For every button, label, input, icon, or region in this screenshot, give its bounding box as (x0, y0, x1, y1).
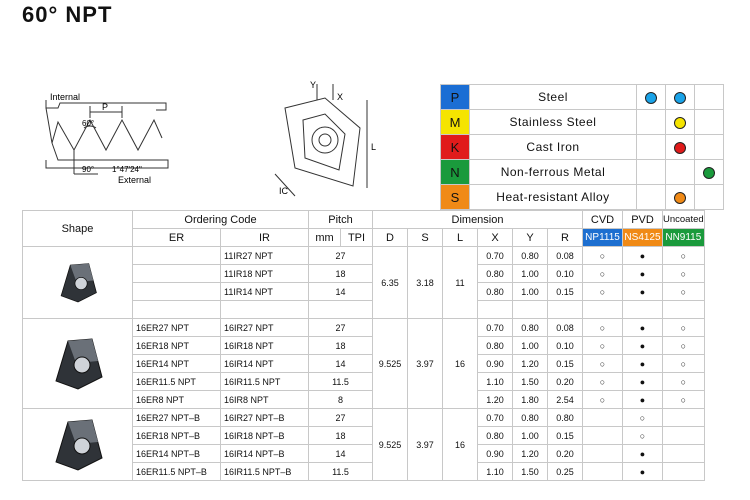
l-header: L (443, 229, 478, 247)
grade-dot-icon (674, 192, 686, 204)
cvd-grade-cell (583, 445, 623, 463)
material-grade-cell (695, 135, 724, 160)
dimension-s-cell: 3.18 (408, 247, 443, 319)
uncoated-grade-cell (663, 463, 705, 481)
pvd-grade-cell: ● (623, 391, 663, 409)
pvd-grade-cell: ● (623, 319, 663, 337)
material-grade-cell (695, 185, 724, 210)
cvd-grade-cell: ○ (583, 265, 623, 283)
uncoated-grade-cell (663, 409, 705, 427)
cvd-grade-cell (583, 463, 623, 481)
dimension-l-cell: 11 (443, 247, 478, 319)
pvd-grade-cell: ● (623, 373, 663, 391)
dimension-x-cell: 0.90 (478, 355, 513, 373)
dimension-r-cell: 0.10 (548, 337, 583, 355)
uncoated-grade-cell: ○ (663, 319, 705, 337)
dimension-r-cell: 0.15 (548, 283, 583, 301)
material-name: Non-ferrous Metal (470, 160, 637, 185)
ir-code-cell: 11IR14 NPT (221, 283, 309, 301)
cvd-grade-cell: ○ (583, 247, 623, 265)
pitch-header: Pitch (309, 211, 373, 229)
er-code-cell (133, 265, 221, 283)
material-grade-cell (666, 85, 695, 110)
y-label: Y (310, 80, 317, 90)
table-row (23, 409, 705, 427)
ir-code-cell: 16IR11.5 NPT (221, 373, 309, 391)
material-name: Stainless Steel (470, 110, 637, 135)
table-row (23, 319, 705, 337)
uncoated-grade-cell (663, 301, 705, 319)
dimension-r-cell: 0.08 (548, 319, 583, 337)
pitch-cell: 11.5 (309, 373, 373, 391)
insert-shape-icon (51, 259, 105, 305)
dimension-r-cell (548, 301, 583, 319)
material-code: S (441, 185, 470, 210)
ir-code-cell: 16IR18 NPT (221, 337, 309, 355)
cvd-grade-cell (583, 301, 623, 319)
angle60-label: 60° (82, 119, 95, 128)
pitch-cell: 14 (309, 355, 373, 373)
material-row (441, 85, 724, 110)
material-grade-cell (695, 85, 724, 110)
dimension-x-cell: 1.10 (478, 373, 513, 391)
dimension-y-cell: 0.80 (513, 319, 548, 337)
material-code: K (441, 135, 470, 160)
pvd-grade-cell: ● (623, 355, 663, 373)
er-code-cell (133, 247, 221, 265)
material-row (441, 185, 724, 210)
pitch-cell: 18 (309, 265, 373, 283)
material-code: M (441, 110, 470, 135)
material-code: N (441, 160, 470, 185)
pitch-cell: 27 (309, 409, 373, 427)
angle90-label: 90° (82, 165, 95, 174)
np1115-header: NP1115 (583, 229, 623, 247)
cvd-grade-cell: ○ (583, 391, 623, 409)
table-row (23, 247, 705, 265)
pitch-cell: 18 (309, 427, 373, 445)
material-grade-cell (637, 85, 666, 110)
dimension-y-cell: 1.00 (513, 265, 548, 283)
dimension-d-cell: 6.35 (373, 247, 408, 319)
ir-code-cell: 11IR27 NPT (221, 247, 309, 265)
dimension-x-cell: 0.80 (478, 283, 513, 301)
pitch-label: P (102, 102, 109, 112)
dimension-y-cell: 1.20 (513, 445, 548, 463)
insert-shape-icon (47, 414, 109, 474)
material-row (441, 160, 724, 185)
cvd-grade-cell (583, 409, 623, 427)
er-code-cell: 16ER18 NPT–B (133, 427, 221, 445)
er-code-cell: 16ER14 NPT–B (133, 445, 221, 463)
y-header: Y (513, 229, 548, 247)
dimension-r-cell: 0.15 (548, 427, 583, 445)
uncoated-grade-cell: ○ (663, 265, 705, 283)
pvd-grade-cell: ● (623, 337, 663, 355)
pitch-cell: 27 (309, 319, 373, 337)
er-header: ER (133, 229, 221, 247)
dimension-r-cell: 0.15 (548, 355, 583, 373)
dimension-s-cell: 3.97 (408, 319, 443, 409)
pvd-grade-cell: ● (623, 247, 663, 265)
r-header: R (548, 229, 583, 247)
material-row (441, 135, 724, 160)
cvd-header: CVD (583, 211, 623, 229)
grade-dot-icon (703, 167, 715, 179)
pitch-cell: 14 (309, 445, 373, 463)
dimension-y-cell: 1.00 (513, 427, 548, 445)
insert-shape-icon (47, 333, 109, 393)
ir-code-cell: 16IR11.5 NPT–B (221, 463, 309, 481)
er-code-cell: 16ER27 NPT (133, 319, 221, 337)
dimension-x-cell: 0.70 (478, 247, 513, 265)
dimension-x-cell: 0.90 (478, 445, 513, 463)
material-grade-cell (666, 110, 695, 135)
nn9115-header: NN9115 (663, 229, 705, 247)
material-grade-cell (666, 135, 695, 160)
er-code-cell: 16ER11.5 NPT–B (133, 463, 221, 481)
dimension-r-cell: 0.20 (548, 445, 583, 463)
cvd-grade-cell: ○ (583, 355, 623, 373)
material-grade-cell (695, 110, 724, 135)
grade-dot-icon (674, 117, 686, 129)
dimension-y-cell: 1.00 (513, 337, 548, 355)
dimension-d-cell: 9.525 (373, 409, 408, 481)
uncoated-grade-cell: ○ (663, 355, 705, 373)
dimension-s-cell: 3.97 (408, 409, 443, 481)
dimension-r-cell: 0.08 (548, 247, 583, 265)
ir-code-cell: 16IR14 NPT–B (221, 445, 309, 463)
shape-header: Shape (23, 211, 133, 247)
uncoated-grade-cell: ○ (663, 373, 705, 391)
uncoated-grade-cell: ○ (663, 337, 705, 355)
mm-header: mm (309, 229, 341, 247)
dimension-x-cell: 1.20 (478, 391, 513, 409)
grade-dot-icon (645, 92, 657, 104)
er-code-cell: 16ER8 NPT (133, 391, 221, 409)
dimension-y-cell: 0.80 (513, 409, 548, 427)
dimension-r-cell: 0.80 (548, 409, 583, 427)
tpi-header: TPI (341, 229, 373, 247)
dimension-y-cell (513, 301, 548, 319)
insert-table (22, 210, 705, 481)
dimension-y-cell: 0.80 (513, 247, 548, 265)
external-label: External (118, 175, 152, 185)
ir-code-cell: 16IR27 NPT (221, 319, 309, 337)
ir-code-cell (221, 301, 309, 319)
dimension-x-cell: 0.80 (478, 265, 513, 283)
cvd-grade-cell: ○ (583, 319, 623, 337)
uncoated-grade-cell: ○ (663, 283, 705, 301)
grade-dot-icon (674, 142, 686, 154)
insert-dimension-diagram (265, 78, 385, 203)
shape-cell (23, 319, 133, 409)
pitch-cell: 8 (309, 391, 373, 409)
er-code-cell: 16ER27 NPT–B (133, 409, 221, 427)
cvd-grade-cell: ○ (583, 337, 623, 355)
pvd-grade-cell: ○ (623, 409, 663, 427)
dimension-r-cell: 0.25 (548, 463, 583, 481)
pvd-grade-cell (623, 301, 663, 319)
pvd-grade-cell: ○ (623, 427, 663, 445)
ir-code-cell: 16IR18 NPT–B (221, 427, 309, 445)
dimension-x-cell: 0.80 (478, 427, 513, 445)
x-label: X (337, 92, 344, 102)
ir-code-cell: 11IR18 NPT (221, 265, 309, 283)
pitch-cell: 27 (309, 247, 373, 265)
ir-code-cell: 16IR27 NPT–B (221, 409, 309, 427)
dimension-r-cell: 2.54 (548, 391, 583, 409)
material-grade-cell (637, 110, 666, 135)
pitch-cell: 18 (309, 337, 373, 355)
cvd-grade-cell (583, 427, 623, 445)
material-grade-cell (637, 185, 666, 210)
er-code-cell: 16ER18 NPT (133, 337, 221, 355)
pvd-grade-cell: ● (623, 283, 663, 301)
shape-cell (23, 247, 133, 319)
material-grade-cell (637, 160, 666, 185)
pvd-grade-cell: ● (623, 445, 663, 463)
material-name: Cast Iron (470, 135, 637, 160)
material-grade-cell (666, 160, 695, 185)
uncoated-grade-cell (663, 445, 705, 463)
ic-label: IC (279, 186, 288, 196)
pvd-grade-cell: ● (623, 265, 663, 283)
er-code-cell (133, 283, 221, 301)
internal-label: Internal (50, 92, 81, 102)
dimension-l-cell: 16 (443, 409, 478, 481)
dimension-r-cell: 0.20 (548, 373, 583, 391)
dimension-y-cell: 1.00 (513, 283, 548, 301)
uncoated-grade-cell: ○ (663, 247, 705, 265)
pitch-cell (309, 301, 373, 319)
dimension-y-cell: 1.80 (513, 391, 548, 409)
dimension-x-cell: 0.80 (478, 337, 513, 355)
pitch-cell: 14 (309, 283, 373, 301)
dimension-d-cell: 9.525 (373, 319, 408, 409)
uncoated-grade-cell (663, 427, 705, 445)
taper-label: 1°47'24" (112, 165, 142, 174)
shape-cell (23, 409, 133, 481)
page-title: 60° NPT (22, 2, 113, 27)
cvd-grade-cell: ○ (583, 283, 623, 301)
pitch-cell: 11.5 (309, 463, 373, 481)
s-header: S (408, 229, 443, 247)
pvd-header: PVD (623, 211, 663, 229)
dimension-x-cell: 0.70 (478, 409, 513, 427)
dimension-y-cell: 1.50 (513, 373, 548, 391)
ns4125-header: NS4125 (623, 229, 663, 247)
grade-dot-icon (674, 92, 686, 104)
dimension-l-cell: 16 (443, 319, 478, 409)
ir-code-cell: 16IR8 NPT (221, 391, 309, 409)
dimension-x-cell (478, 301, 513, 319)
er-code-cell: 16ER11.5 NPT (133, 373, 221, 391)
ordering-code-header: Ordering Code (133, 211, 309, 229)
thread-profile-diagram (38, 88, 173, 188)
er-code-cell (133, 301, 221, 319)
dimension-header: Dimension (373, 211, 583, 229)
material-legend (440, 84, 724, 210)
material-grade-cell (666, 185, 695, 210)
material-grade-cell (695, 160, 724, 185)
material-code: P (441, 85, 470, 110)
cvd-grade-cell: ○ (583, 373, 623, 391)
l-label: L (371, 142, 377, 152)
dimension-x-cell: 0.70 (478, 319, 513, 337)
dimension-x-cell: 1.10 (478, 463, 513, 481)
material-name: Steel (470, 85, 637, 110)
ir-code-cell: 16IR14 NPT (221, 355, 309, 373)
d-header: D (373, 229, 408, 247)
uncoated-header: Uncoated (663, 211, 705, 229)
uncoated-grade-cell: ○ (663, 391, 705, 409)
dimension-r-cell: 0.10 (548, 265, 583, 283)
material-grade-cell (637, 135, 666, 160)
material-name: Heat-resistant Alloy (470, 185, 637, 210)
er-code-cell: 16ER14 NPT (133, 355, 221, 373)
x-header: X (478, 229, 513, 247)
ir-header: IR (221, 229, 309, 247)
dimension-y-cell: 1.20 (513, 355, 548, 373)
pvd-grade-cell: ● (623, 463, 663, 481)
dimension-y-cell: 1.50 (513, 463, 548, 481)
material-row (441, 110, 724, 135)
